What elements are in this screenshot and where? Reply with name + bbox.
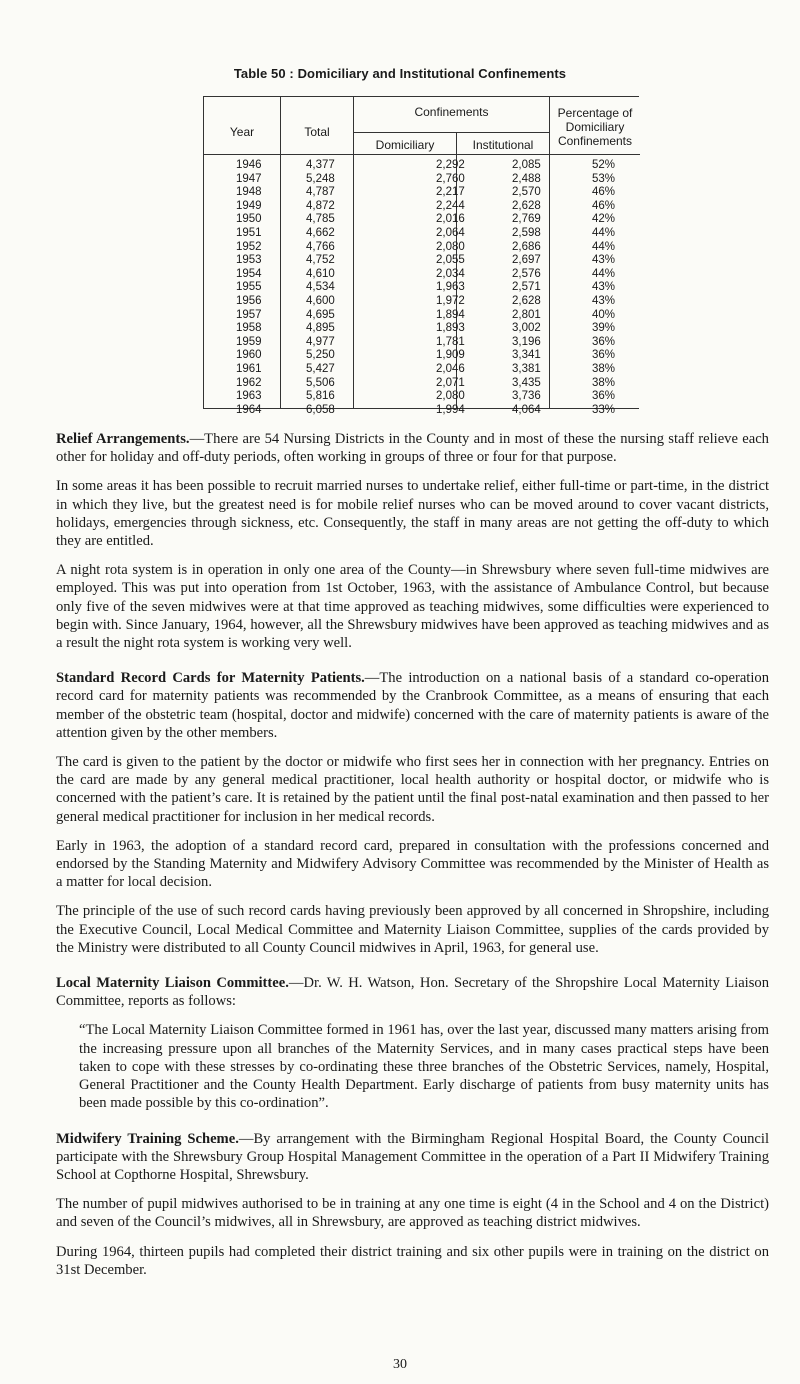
table-cell-total: 4,785 xyxy=(306,213,335,226)
table-cell-pct: 40% xyxy=(592,308,616,321)
table-cell-year: 1948 xyxy=(236,186,262,199)
table-cell-pct: 43% xyxy=(592,294,616,307)
table-cell-inst: 3,196 xyxy=(512,335,541,348)
table-cell-year: 1946 xyxy=(236,159,262,171)
table-cell-dom: 2,016 xyxy=(436,213,465,226)
table-cell-pct: 53% xyxy=(592,172,616,185)
confinements-table xyxy=(203,96,639,416)
table-cell-dom: 1,972 xyxy=(436,294,465,307)
header-year: Year xyxy=(229,125,255,139)
header-confinements: Confinements xyxy=(414,105,489,119)
table-cell-inst: 3,435 xyxy=(512,376,541,389)
table-cell-inst: 2,769 xyxy=(512,213,541,226)
table-cell-year: 1949 xyxy=(236,199,262,212)
table-cell-total: 4,787 xyxy=(306,186,335,199)
paragraph-text: —By arrangement with the Birmingham Regional Hospital Board, the County Council participate with the Shrewsbury Group Hospital Management Committee in the operation of a Part II Midwifery Training School at Copthorne Hospital, Shrewsbury. xyxy=(56,1130,769,1183)
table-cell-pct: 46% xyxy=(592,199,616,212)
paragraph: A night rota system is in operation in only one area of the County—in Shrewsbury where seven full-time midwives are employed. This was put into operation from 1st October, 1963, with the assistance of Ambulance Control, but because only five of the seven midwives were at that time approved as teaching midwives, some difficulties were experienced to begin with. Since January, 1964, however, all the Shrewsbury midwives have been approved as teaching midwives and as a result the night rota system is working very well. xyxy=(56,562,769,652)
table-cell-dom: 1,909 xyxy=(436,349,465,362)
table-cell-inst: 2,571 xyxy=(512,281,541,294)
header-divider xyxy=(204,154,640,155)
table-cell-total: 6,058 xyxy=(306,403,335,416)
table-cell-year: 1962 xyxy=(236,376,262,389)
institutional-column xyxy=(512,159,541,417)
paragraph xyxy=(56,974,769,1010)
table-cell-year: 1964 xyxy=(236,403,262,416)
table-cell-pct: 38% xyxy=(592,362,616,375)
table-cell-year: 1958 xyxy=(236,322,262,335)
total-column xyxy=(306,159,335,417)
table-cell-pct: 44% xyxy=(592,240,616,253)
table-title: Table 50 : Domiciliary and Institutional Confinements xyxy=(233,66,567,81)
paragraph: The number of pupil midwives authorised to be in training at any one time is eight (4 in the School and 4 on the District) and seven of the Council’s midwives, all in Shrewsbury, are approved as teaching district midwives. xyxy=(56,1196,769,1231)
table-cell-pct: 43% xyxy=(592,254,616,267)
paragraph xyxy=(56,1130,769,1185)
table-cell-total: 4,977 xyxy=(306,335,335,348)
table-cell-total: 4,610 xyxy=(306,267,335,280)
table-cell-inst: 2,628 xyxy=(512,294,541,307)
table-cell-inst: 2,488 xyxy=(512,172,541,185)
paragraph: During 1964, thirteen pupils had completed their district training and six other pupils were in training on the district on 31st December. xyxy=(56,1243,769,1278)
table-cell-inst: 3,002 xyxy=(512,322,541,335)
table-cell-total: 4,766 xyxy=(306,240,335,253)
table-cell-year: 1960 xyxy=(236,349,262,362)
body-text xyxy=(56,430,769,1290)
table-cell-inst: 2,570 xyxy=(512,186,541,199)
table-cell-total: 4,895 xyxy=(306,322,335,335)
paragraph-text: —The introduction on a national basis of a standard co-operation record card for maternity patients was recommended by the Cranbrook Committee, as a means of ensuring that each member of the obstetric team (hospital, doctor and midwife) concerned with the care of maternity patients is aware of the attention given by the other members. xyxy=(56,670,769,741)
table-cell-year: 1951 xyxy=(236,226,262,239)
paragraph-text: —There are 54 Nursing Districts in the County and in most of these the nursing staff relieve each other for holiday and off-duty periods, often working in groups of three or four for that purpose. xyxy=(56,431,769,466)
table-cell-dom: 1,781 xyxy=(436,335,465,348)
table-cell-year: 1954 xyxy=(236,267,262,280)
table-cell-pct: 36% xyxy=(592,390,616,403)
section-title: Local Maternity Liaison Committee. xyxy=(56,975,289,992)
header-percentage: Percentage of Domiciliary Confinements xyxy=(557,106,633,148)
table-cell-pct: 36% xyxy=(592,335,616,348)
section-title: Standard Record Cards for Maternity Patients. xyxy=(56,670,365,687)
table-cell-year: 1959 xyxy=(236,335,262,348)
header-total: Total xyxy=(304,125,330,139)
domiciliary-column xyxy=(436,159,465,417)
paragraph: In some areas it has been possible to recruit married nurses to undertake relief, either full-time or part-time, in the district in which they live, but the greatest need is for mobile relief nurses who can be moved around to cover vacant districts, holidays, emergencies through sickness, etc. Consequently, the staff in many areas are not getting the off-duty to which they are entitled. xyxy=(56,478,769,550)
table-cell-pct: 44% xyxy=(592,226,616,239)
table-cell-total: 4,752 xyxy=(306,254,335,267)
table-cell-pct: 33% xyxy=(592,403,616,416)
table-cell-dom: 2,046 xyxy=(436,362,465,375)
table-cell-dom: 2,064 xyxy=(436,226,465,239)
column-divider xyxy=(280,97,281,409)
paragraph xyxy=(56,430,769,466)
table-cell-dom: 2,217 xyxy=(436,186,465,199)
year-column xyxy=(236,159,262,417)
table-cell-inst: 3,736 xyxy=(512,390,541,403)
table-cell-dom: 1,994 xyxy=(436,403,465,416)
table-cell-dom: 2,244 xyxy=(436,199,465,212)
table-cell-total: 4,695 xyxy=(306,308,335,321)
table-cell-inst: 2,576 xyxy=(512,267,541,280)
table-cell-dom: 2,292 xyxy=(436,159,465,171)
table-cell-pct: 46% xyxy=(592,186,616,199)
table-cell-total: 5,506 xyxy=(306,376,335,389)
table-cell-inst: 3,341 xyxy=(512,349,541,362)
table-cell-year: 1953 xyxy=(236,254,262,267)
table-cell-inst: 2,085 xyxy=(512,159,541,171)
header-institutional: Institutional xyxy=(472,138,534,152)
table-cell-inst: 2,697 xyxy=(512,254,541,267)
table-cell-total: 4,872 xyxy=(306,199,335,212)
table-cell-inst: 2,686 xyxy=(512,240,541,253)
table-cell-pct: 43% xyxy=(592,281,616,294)
table-cell-pct: 39% xyxy=(592,322,616,335)
table-cell-dom: 2,080 xyxy=(436,390,465,403)
table-cell-dom: 2,034 xyxy=(436,267,465,280)
table-cell-dom: 1,963 xyxy=(436,281,465,294)
column-divider xyxy=(549,97,550,409)
table-cell-inst: 2,801 xyxy=(512,308,541,321)
paragraph xyxy=(56,669,769,742)
section-title: Relief Arrangements. xyxy=(56,431,190,447)
table-cell-inst: 2,598 xyxy=(512,226,541,239)
table-cell-dom: 2,071 xyxy=(436,376,465,389)
quote-paragraph: “The Local Maternity Liaison Committee formed in 1961 has, over the last year, discussed many matters arising from the increasing pressure upon all branches of the Maternity Services, and in many cases practical steps have been taken to cope with these stresses by co-ordinating these three branches of the Obstetric Services, namely, Hospital, General Practitioner and the County Health Department. Early discharge of patients from busy maternity units has been made possible by this co-ordination”. xyxy=(79,1022,769,1112)
table-cell-total: 5,248 xyxy=(306,172,335,185)
header-divider xyxy=(353,132,549,133)
table-cell-year: 1952 xyxy=(236,240,262,253)
table-cell-pct: 52% xyxy=(592,159,616,171)
table-cell-inst: 3,381 xyxy=(512,362,541,375)
table-cell-dom: 2,055 xyxy=(436,254,465,267)
table-cell-pct: 42% xyxy=(592,213,616,226)
table-cell-year: 1957 xyxy=(236,308,262,321)
table-cell-inst: 2,628 xyxy=(512,199,541,212)
table-cell-total: 5,816 xyxy=(306,390,335,403)
table-cell-total: 4,377 xyxy=(306,159,335,171)
table-cell-year: 1963 xyxy=(236,390,262,403)
table-cell-total: 5,250 xyxy=(306,349,335,362)
paragraph: The principle of the use of such record cards having previously been approved by all concerned in Shropshire, including the Executive Council, Local Medical Committee and Maternity Liaison Committee, supplies of the cards provided by the Ministry were distributed to all County Council midwives in April, 1963, for general use. xyxy=(56,903,769,956)
table-cell-total: 5,427 xyxy=(306,362,335,375)
header-domiciliary: Domiciliary xyxy=(375,138,435,152)
table-cell-dom: 2,760 xyxy=(436,172,465,185)
page-number: 30 xyxy=(393,1357,407,1372)
section-title: Midwifery Training Scheme. xyxy=(56,1130,239,1147)
table-cell-pct: 44% xyxy=(592,267,616,280)
table-cell-dom: 1,894 xyxy=(436,308,465,321)
table-cell-pct: 38% xyxy=(592,376,616,389)
table-cell-pct: 36% xyxy=(592,349,616,362)
table-cell-year: 1950 xyxy=(236,213,262,226)
percentage-column xyxy=(592,159,615,417)
table-cell-year: 1956 xyxy=(236,294,262,307)
table-cell-total: 4,534 xyxy=(306,281,335,294)
table-cell-inst: 4,064 xyxy=(512,403,541,416)
table-cell-year: 1947 xyxy=(236,172,262,185)
table-cell-year: 1955 xyxy=(236,281,262,294)
table-cell-year: 1961 xyxy=(236,362,262,375)
paragraph: Early in 1963, the adoption of a standard record card, prepared in consultation with the professions concerned and endorsed by the Standing Maternity and Midwifery Advisory Committee was recommended by the Minister of Health as a matter for local decision. xyxy=(56,837,769,891)
table-cell-dom: 2,080 xyxy=(436,240,465,253)
paragraph-text: —Dr. W. H. Watson, Hon. Secretary of the Shropshire Local Maternity Liaison Committee, reports as follows: xyxy=(56,975,769,1010)
table-cell-total: 4,662 xyxy=(306,226,335,239)
table-cell-dom: 1,893 xyxy=(436,322,465,335)
table-cell-total: 4,600 xyxy=(306,294,335,307)
paragraph: The card is given to the patient by the doctor or midwife who first sees her in connection with her pregnancy. Entries on the card are made by any general medical practitioner, local health authority or hospital doctor, or midwife who is concerned with the patient’s care. It is retained by the patient until the final post-natal examination and then passed to her general medical practitioner for inclusion in her medical records. xyxy=(56,754,769,825)
